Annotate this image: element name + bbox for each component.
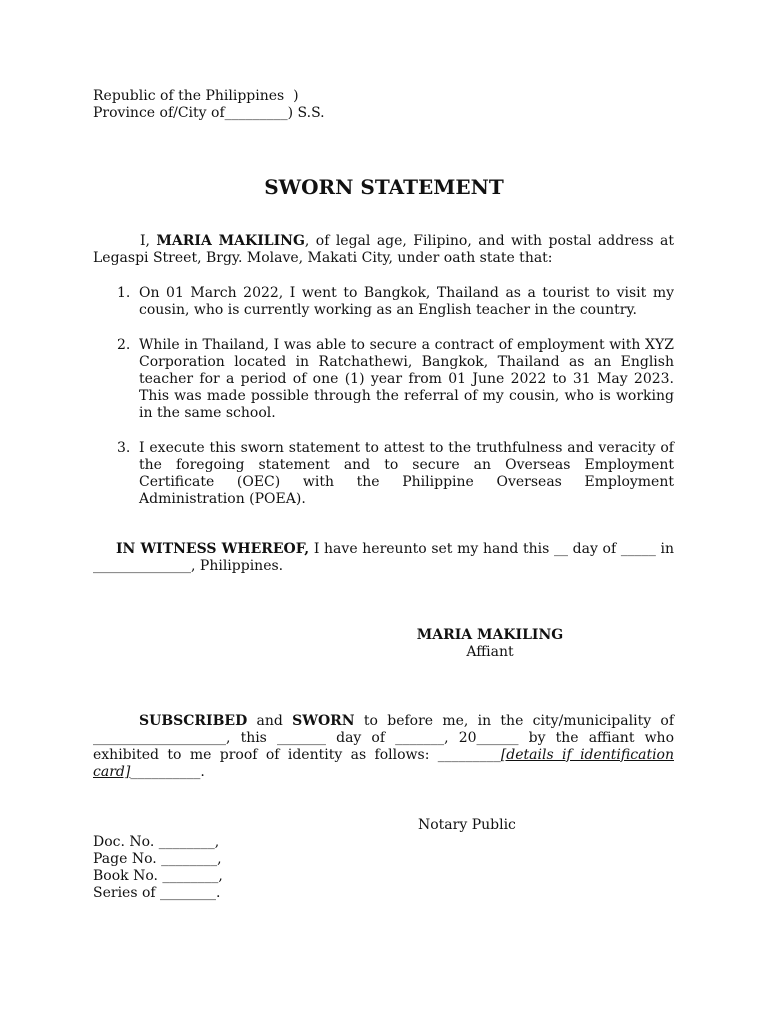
statement-number: 1. bbox=[117, 285, 131, 301]
registry-page-no: Page No. ________, bbox=[93, 851, 222, 867]
notarial-registry bbox=[93, 834, 223, 902]
statement-text: I execute this sworn statement to attest to the truthfulness and veracity of the foregoing statement and to secure an Overseas Employment Certificate (OEC) with the Philippine Overseas Employment Administration (POEA). bbox=[139, 440, 674, 507]
registry-doc-no: Doc. No. ________, bbox=[93, 834, 220, 850]
statement-item bbox=[93, 285, 674, 319]
intro-paragraph bbox=[93, 233, 674, 267]
signature-role: Affiant bbox=[466, 644, 514, 660]
intro-prefix: I, bbox=[140, 233, 157, 249]
jurat-subscribed: SUBSCRIBED bbox=[139, 713, 248, 729]
statement-list bbox=[93, 285, 674, 526]
statement-item bbox=[93, 440, 674, 508]
jurat-sworn: SWORN bbox=[292, 713, 355, 729]
signature-name: MARIA MAKILING bbox=[416, 627, 564, 643]
witness-lead: IN WITNESS WHEREOF, bbox=[116, 541, 310, 557]
jurat-text: to before me, in the city/municipality of ___________________, this _______ day of _______, 20______ by the affiant who exhibited to me proof of identity as follows: _________ bbox=[93, 713, 675, 763]
statement-text: On 01 March 2022, I went to Bangkok, Thailand as a tourist to visit my cousin, who is currently working as an English teacher in the country. bbox=[139, 285, 674, 318]
signature-block bbox=[380, 627, 600, 661]
intro-text: , of legal age, Filipino, and with postal address at Legaspi Street, Brgy. Molave, Makati City, under oath state that: bbox=[93, 233, 674, 266]
jurat-and: and bbox=[247, 713, 293, 729]
venue-line-republic: Republic of the Philippines ) bbox=[93, 88, 299, 104]
venue-block bbox=[93, 88, 325, 122]
statement-text: While in Thailand, I was able to secure a contract of employment with XYZ Corporation located in Ratchathewi, Bangkok, Thailand as an English teacher for a period of one (1) year from 01 June 2022 to 31 May 2023. This was made possible through the referral of my cousin, who is working in the same school. bbox=[139, 337, 674, 421]
statement-number: 3. bbox=[117, 440, 131, 456]
jurat-id-details: [details if identification card] bbox=[93, 747, 674, 780]
statement-item bbox=[93, 337, 674, 422]
affiant-name: MARIA MAKILING bbox=[156, 233, 305, 249]
venue-line-province: Province of/City of_________) S.S. bbox=[93, 105, 325, 121]
witness-paragraph bbox=[93, 541, 674, 575]
registry-book-no: Book No. ________, bbox=[93, 868, 223, 884]
statement-number: 2. bbox=[117, 337, 131, 353]
witness-text: I have hereunto set my hand this __ day of _____ in ______________, Philippines. bbox=[93, 541, 674, 574]
jurat-tail: __________. bbox=[130, 764, 205, 780]
registry-series: Series of ________. bbox=[93, 885, 221, 901]
jurat-paragraph bbox=[93, 713, 674, 781]
notary-public-label: Notary Public bbox=[418, 817, 516, 833]
document-title: SWORN STATEMENT bbox=[264, 175, 504, 199]
